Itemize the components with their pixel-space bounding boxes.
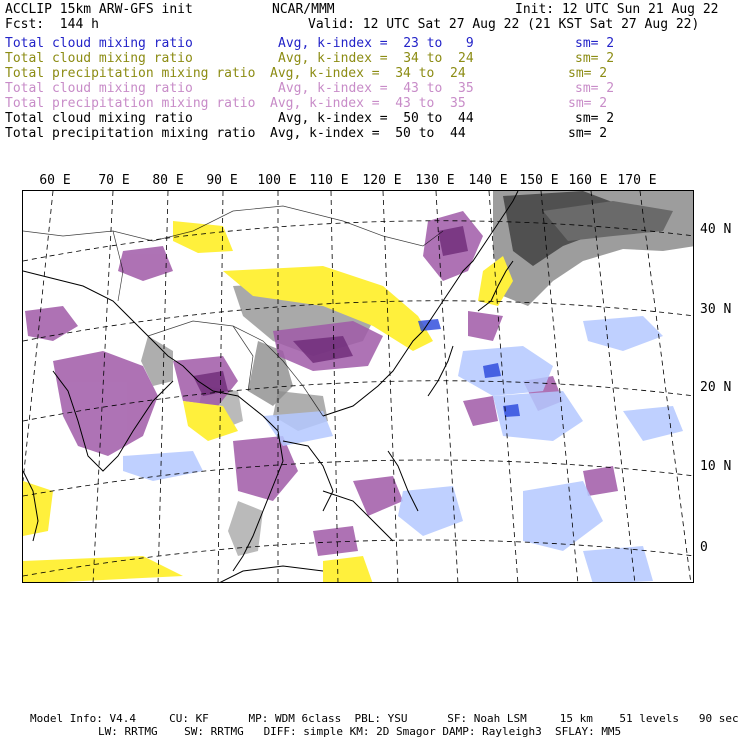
legend-stat: Avg, k-index = 43 to 35 bbox=[278, 81, 474, 96]
lon-label-150e: 150 E bbox=[519, 173, 559, 188]
legend-sm: sm= 2 bbox=[575, 36, 615, 51]
legend-row-3 bbox=[5, 66, 735, 81]
header-org: NCAR/MMM bbox=[272, 2, 335, 17]
legend-sm: sm= 2 bbox=[568, 96, 608, 111]
lat-label-40n: 40 N bbox=[700, 222, 732, 237]
footer-physics-info: LW: RRTMG SW: RRTMG DIFF: simple KM: 2D Smagor DAMP: Rayleigh3 SFLAY: MM5 bbox=[98, 725, 622, 738]
lon-label-130e: 130 E bbox=[415, 173, 455, 188]
legend-sm: sm= 2 bbox=[575, 81, 615, 96]
lon-label-70e: 70 E bbox=[98, 173, 130, 188]
lon-label-160e: 160 E bbox=[568, 173, 608, 188]
map-frame bbox=[22, 190, 694, 583]
legend-field: Total cloud mixing ratio bbox=[5, 81, 193, 96]
header-forecast: Fcst: 144 h bbox=[5, 17, 99, 32]
lon-label-80e: 80 E bbox=[152, 173, 184, 188]
legend-field: Total precipitation mixing ratio bbox=[5, 66, 256, 81]
legend-stat: Avg, k-index = 34 to 24 bbox=[278, 51, 474, 66]
legend-row-6 bbox=[5, 111, 735, 126]
legend-sm: sm= 2 bbox=[568, 66, 608, 81]
legend-field: Total cloud mixing ratio bbox=[5, 111, 193, 126]
header-title: ACCLIP 15km ARW-GFS init bbox=[5, 2, 193, 17]
lon-label-170e: 170 E bbox=[617, 173, 657, 188]
lat-label-30n: 30 N bbox=[700, 302, 732, 317]
legend-stat: Avg, k-index = 43 to 35 bbox=[270, 96, 466, 111]
header-init: Init: 12 UTC Sun 21 Aug 22 bbox=[515, 2, 719, 17]
lon-label-110e: 110 E bbox=[309, 173, 349, 188]
lat-label-20n: 20 N bbox=[700, 380, 732, 395]
legend-field: Total cloud mixing ratio bbox=[5, 36, 193, 51]
legend-sm: sm= 2 bbox=[575, 111, 615, 126]
legend-stat: Avg, k-index = 23 to 9 bbox=[278, 36, 474, 51]
legend-row-4 bbox=[5, 81, 735, 96]
legend-field: Total precipitation mixing ratio bbox=[5, 96, 256, 111]
legend-row-2 bbox=[5, 51, 735, 66]
legend-row-1 bbox=[5, 36, 735, 51]
lon-label-100e: 100 E bbox=[257, 173, 297, 188]
legend-stat: Avg, k-index = 34 to 24 bbox=[270, 66, 466, 81]
legend-field: Total precipitation mixing ratio bbox=[5, 126, 256, 141]
footer-model-info: Model Info: V4.4 CU: KF MP: WDM 6class PBL: YSU SF: Noah LSM 15 km 51 levels 90 sec bbox=[30, 712, 739, 725]
legend-sm: sm= 2 bbox=[568, 126, 608, 141]
lon-label-60e: 60 E bbox=[39, 173, 71, 188]
legend-stat: Avg, k-index = 50 to 44 bbox=[278, 111, 474, 126]
legend-row-5 bbox=[5, 96, 735, 111]
lon-label-90e: 90 E bbox=[206, 173, 238, 188]
legend-stat: Avg, k-index = 50 to 44 bbox=[270, 126, 466, 141]
lon-label-140e: 140 E bbox=[468, 173, 508, 188]
lat-label-10n: 10 N bbox=[700, 459, 732, 474]
legend-sm: sm= 2 bbox=[575, 51, 615, 66]
legend-field: Total cloud mixing ratio bbox=[5, 51, 193, 66]
header-valid: Valid: 12 UTC Sat 27 Aug 22 (21 KST Sat 27 Aug 22) bbox=[308, 17, 700, 32]
legend-row-7 bbox=[5, 126, 735, 141]
map-canvas bbox=[23, 191, 694, 583]
lat-label-0: 0 bbox=[700, 540, 708, 555]
lon-label-120e: 120 E bbox=[362, 173, 402, 188]
